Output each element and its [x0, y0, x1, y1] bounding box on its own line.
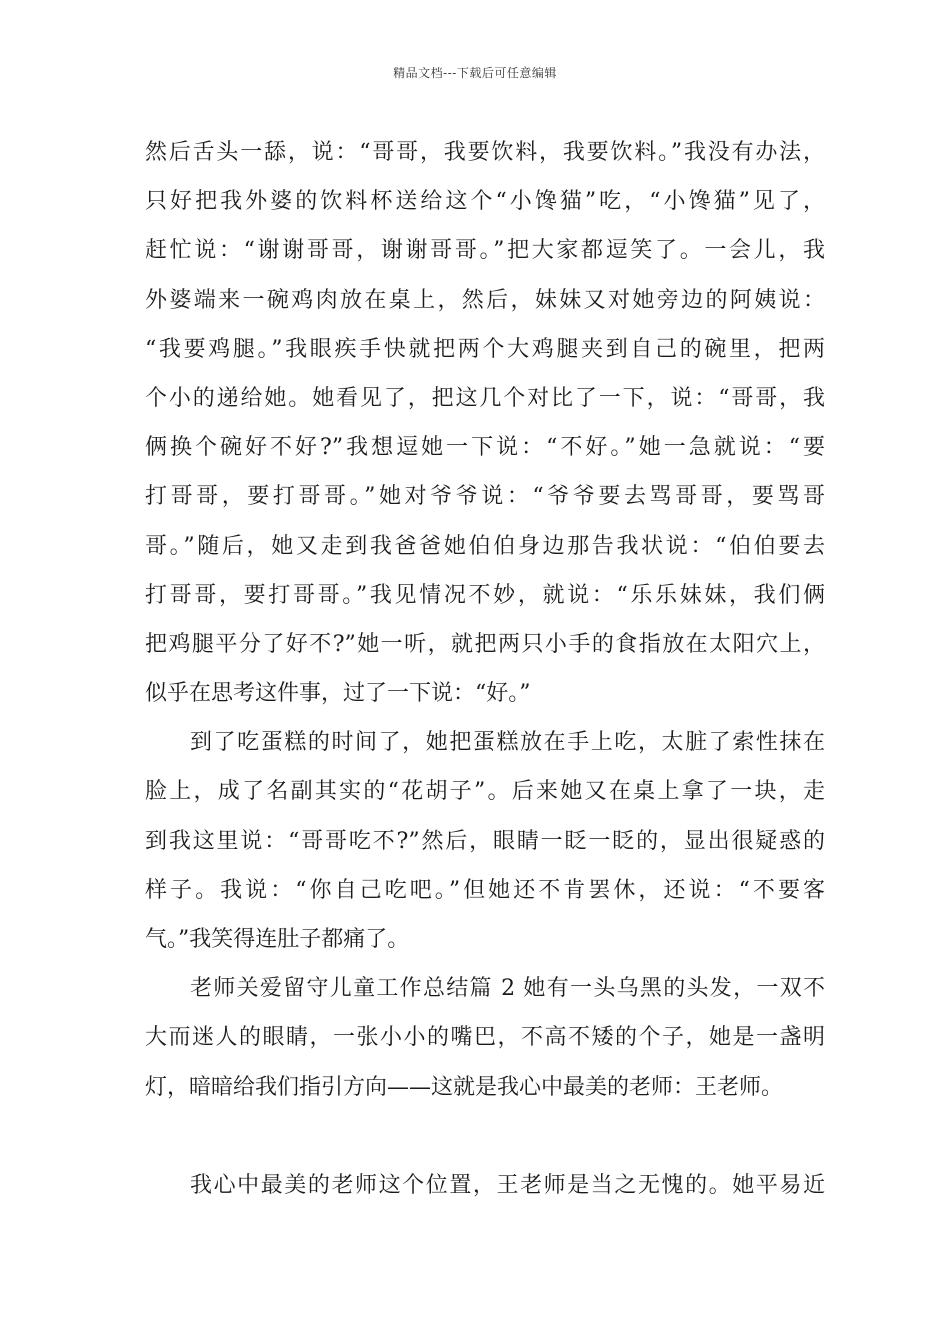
paragraph-1-line-6: 个小的递给她。她看见了，把这几个对比了一下，说：“哥哥，我: [145, 385, 825, 411]
paragraph-gap: [145, 1112, 825, 1161]
paragraph-3-line-2: 大而迷人的眼睛，一张小小的嘴巴，不高不矮的个子，她是一盏明: [145, 1025, 825, 1051]
paragraph-1-line-9: 哥。”随后，她又走到我爸爸她伯伯身边那告我状说：“伯伯要去: [145, 533, 825, 559]
paragraph-3-line-3: 灯，暗暗给我们指引方向——这就是我心中最美的老师：王老师。: [145, 1074, 784, 1100]
paragraph-1-line-1: 然后舌头一舔，说：“哥哥，我要饮料，我要饮料。”我没有办法，: [145, 140, 825, 165]
paragraph-4-line-1: 我心中最美的老师这个位置，王老师是当之无愧的。她平易近: [190, 1172, 825, 1198]
paragraph-1-line-4: 外婆端来一碗鸡肉放在桌上，然后，妹妹又对她旁边的阿姨说：: [145, 287, 825, 313]
paragraph-1-line-8: 打哥哥，要打哥哥。”她对爷爷说：“爷爷要去骂哥哥，要骂哥: [145, 484, 825, 510]
paragraph-2-line-2: 脸上，成了名副其实的“花胡子”。后来她又在桌上拿了一块，走: [145, 779, 825, 805]
paragraph-2-line-4: 样子。我说：“你自己吃吧。”但她还不肯罢休，还说：“不要客: [145, 877, 825, 903]
paragraph-1-line-11: 把鸡腿平分了好不?”她一听，就把两只小手的食指放在太阳穴上，: [145, 631, 825, 657]
paragraph-1-line-3: 赶忙说：“谢谢哥哥，谢谢哥哥。”把大家都逗笑了。一会儿，我: [145, 238, 825, 264]
paragraph-1-line-12: 似乎在思考这件事，过了一下说：“好。”: [145, 681, 531, 707]
page-header: 精品文档---下载后可任意编辑: [393, 66, 557, 80]
paragraph-1-line-5: “我要鸡腿。”我眼疾手快就把两个大鸡腿夹到自己的碗里，把两: [145, 336, 825, 362]
paragraph-3-line-1: 老师关爱留守儿童工作总结篇 2 她有一头乌黑的头发，一双不: [190, 976, 825, 1002]
paragraph-2-line-3: 到我这里说：“哥哥吃不?”然后，眼睛一眨一眨的，显出很疑惑的: [145, 828, 825, 854]
paragraph-2-line-1: 到了吃蛋糕的时间了，她把蛋糕放在手上吃，太脏了索性抹在: [190, 730, 825, 756]
paragraph-2-line-5: 气。”我笑得连肚子都痛了。: [145, 927, 410, 952]
paragraph-1-line-2: 只好把我外婆的饮料杯送给这个“小馋猫”吃，“小馋猫”见了，: [145, 189, 825, 215]
document-body: [145, 128, 825, 1210]
paragraph-1-line-7: 俩换个碗好不好?”我想逗她一下说：“不好。”她一急就说：“要: [145, 435, 825, 461]
paragraph-1-line-10: 打哥哥，要打哥哥。”我见情况不妙，就说：“乐乐妹妹，我们俩: [145, 582, 825, 608]
